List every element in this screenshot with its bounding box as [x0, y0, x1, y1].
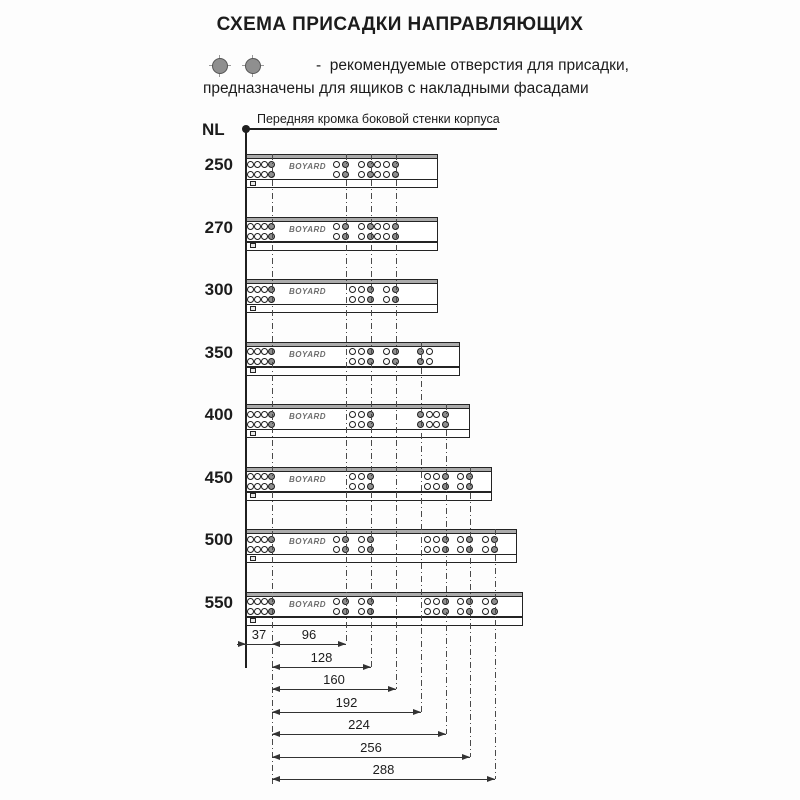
hole	[358, 286, 365, 293]
rail-divider	[247, 554, 516, 556]
drill-hole-icon	[242, 55, 264, 77]
rail-400	[246, 404, 470, 438]
hole	[247, 296, 254, 303]
hole	[261, 536, 268, 543]
hole	[383, 233, 390, 240]
hole	[254, 473, 261, 480]
hole	[358, 358, 365, 365]
rail-front-tab	[250, 493, 256, 498]
dimension-label: 96	[301, 627, 317, 642]
row-label-300: 300	[204, 280, 233, 299]
hole	[482, 536, 489, 543]
rail-top-edge	[247, 405, 469, 409]
row-label-450: 450	[204, 467, 233, 487]
hole	[247, 598, 254, 605]
system-line-224	[446, 404, 447, 734]
hole	[247, 546, 254, 553]
hole	[254, 161, 261, 168]
row-label-500: 500	[204, 530, 233, 549]
system-line-128	[371, 154, 372, 667]
dim-arrow-left-icon	[272, 686, 280, 692]
hole	[433, 546, 440, 553]
hole	[254, 536, 261, 543]
page-title: СХЕМА ПРИСАДКИ НАПРАВЛЯЮЩИХ	[216, 14, 584, 35]
dim-arrow-left-icon	[272, 709, 280, 715]
dim-arrow-right-icon	[487, 776, 495, 782]
hole	[349, 286, 356, 293]
hole	[247, 233, 254, 240]
hole	[482, 546, 489, 553]
rail-300	[246, 279, 438, 313]
hole	[433, 598, 440, 605]
hole	[247, 348, 254, 355]
hole	[261, 411, 268, 418]
hole	[457, 598, 464, 605]
rail-top-edge	[247, 593, 522, 597]
hole	[254, 598, 261, 605]
hole	[358, 483, 365, 490]
hole	[358, 421, 365, 428]
dimension-label: 288	[372, 762, 395, 777]
dimension-line	[272, 644, 346, 645]
recommended-hole-circle	[212, 58, 228, 74]
hole	[349, 483, 356, 490]
brand-logo: BOYARD	[289, 412, 327, 421]
rail-front-tab	[250, 431, 256, 436]
hole	[333, 598, 340, 605]
hole	[247, 473, 254, 480]
hole	[247, 421, 254, 428]
dimension-line	[272, 734, 446, 735]
hole	[333, 546, 340, 553]
rail-550	[246, 592, 523, 626]
rail-250	[246, 154, 438, 188]
hole	[457, 536, 464, 543]
dim-arrow-left-icon	[272, 754, 280, 760]
legend-text-line1: рекомендуемые отверстия для присадки,	[329, 57, 629, 74]
hole	[261, 161, 268, 168]
hole	[426, 411, 433, 418]
hole	[349, 473, 356, 480]
hole	[374, 171, 381, 178]
hole	[482, 608, 489, 615]
rail-front-tab	[250, 181, 256, 186]
hole	[457, 608, 464, 615]
hole	[424, 608, 431, 615]
rail-divider	[247, 179, 437, 181]
hole	[433, 421, 440, 428]
hole	[254, 546, 261, 553]
hole	[433, 608, 440, 615]
hole	[261, 473, 268, 480]
legend-text-line2: предназначены для ящиков с накладными фасадами	[203, 80, 589, 97]
hole	[247, 536, 254, 543]
dimension-label: 256	[360, 740, 382, 755]
rail-350	[246, 342, 460, 376]
rail-front-tab	[250, 243, 256, 248]
hole	[333, 171, 340, 178]
rail-500	[246, 529, 517, 563]
hole	[358, 411, 365, 418]
dimension-line	[272, 757, 470, 758]
hole	[333, 233, 340, 240]
hole	[261, 546, 268, 553]
hole	[358, 223, 365, 230]
hole	[261, 348, 268, 355]
dim-arrow-left-icon	[272, 641, 280, 647]
hole	[358, 608, 365, 615]
hole	[383, 161, 390, 168]
legend-line1	[316, 57, 629, 75]
hole	[424, 598, 431, 605]
hole	[349, 296, 356, 303]
hole	[358, 473, 365, 480]
dimension-label: 192	[335, 695, 358, 710]
hole	[424, 483, 431, 490]
brand-logo: BOYARD	[289, 162, 327, 171]
hole	[261, 223, 268, 230]
hole	[261, 233, 268, 240]
hole	[358, 348, 365, 355]
front-edge-line	[246, 128, 497, 130]
hole	[333, 223, 340, 230]
legend-dash: -	[316, 57, 322, 74]
brand-logo: BOYARD	[289, 349, 327, 359]
dim-arrow-right-icon	[438, 731, 446, 737]
hole	[374, 233, 381, 240]
front-edge-label: Передняя кромка боковой стенки корпуса	[257, 112, 500, 126]
system-line-192	[421, 342, 422, 713]
brand-logo: BOYARD	[289, 224, 327, 234]
rail-front-tab	[250, 618, 256, 623]
dimension-label: 224	[348, 717, 370, 732]
recommended-hole-circle	[245, 58, 261, 74]
dim-arrow-right-icon	[338, 641, 346, 647]
hole	[254, 233, 261, 240]
hole	[261, 421, 268, 428]
hole	[254, 223, 261, 230]
system-line-96	[346, 154, 347, 644]
hole	[247, 171, 254, 178]
hole	[383, 296, 390, 303]
hole	[457, 473, 464, 480]
rail-divider	[247, 429, 469, 431]
hole	[457, 483, 464, 490]
hole	[261, 598, 268, 605]
hole	[247, 161, 254, 168]
rail-270	[246, 217, 438, 251]
hole	[333, 536, 340, 543]
hole	[254, 421, 261, 428]
dim-arrow-right-icon	[413, 709, 421, 715]
rail-divider	[247, 241, 437, 243]
dimension-label: 37	[251, 627, 267, 642]
front-edge-vertical-line	[245, 129, 247, 668]
hole	[333, 161, 340, 168]
hole	[383, 286, 390, 293]
hole	[374, 161, 381, 168]
brand-logo: BOYARD	[289, 537, 327, 546]
rail-divider	[247, 304, 437, 306]
hole	[349, 348, 356, 355]
rail-top-edge	[247, 218, 437, 222]
hole	[433, 411, 440, 418]
dim-arrow-right-icon	[462, 754, 470, 760]
hole	[261, 483, 268, 490]
row-label-270: 270	[204, 217, 233, 237]
hole	[433, 483, 440, 490]
hole	[374, 223, 381, 230]
dim-arrow-right-icon	[363, 664, 371, 670]
hole	[261, 608, 268, 615]
hole	[247, 483, 254, 490]
hole	[358, 161, 365, 168]
hole	[358, 233, 365, 240]
dimension-line	[272, 779, 495, 780]
rail-divider	[247, 616, 522, 618]
dim-arrow-right-icon	[388, 686, 396, 692]
brand-logo: BOYARD	[289, 287, 327, 296]
dim-arrow-left-icon	[272, 731, 280, 737]
hole	[261, 171, 268, 178]
row-label-550: 550	[204, 592, 233, 612]
dimension-label: 128	[310, 650, 333, 665]
hole	[254, 171, 261, 178]
hole	[247, 223, 254, 230]
hole	[261, 358, 268, 365]
hole	[254, 608, 261, 615]
row-label-350: 350	[204, 342, 233, 362]
dimension-line	[272, 689, 396, 690]
hole	[254, 286, 261, 293]
hole	[358, 296, 365, 303]
rail-top-edge	[247, 280, 437, 284]
brand-logo: BOYARD	[289, 474, 327, 484]
hole	[424, 546, 431, 553]
dimension-line	[272, 712, 421, 713]
row-label-250: 250	[204, 155, 233, 174]
hole	[333, 608, 340, 615]
hole	[358, 598, 365, 605]
system-line-160	[396, 154, 397, 689]
hole	[254, 296, 261, 303]
hole	[383, 223, 390, 230]
dim-arrow-left-icon	[272, 776, 280, 782]
rail-divider	[247, 491, 491, 493]
hole	[358, 171, 365, 178]
dimension-label: 160	[323, 672, 345, 687]
hole	[261, 286, 268, 293]
hole	[383, 171, 390, 178]
rail-top-edge	[247, 343, 459, 347]
nl-label: NL	[202, 120, 225, 139]
system-line-256	[470, 467, 471, 758]
hole	[426, 348, 433, 355]
rail-front-tab	[250, 556, 256, 561]
row-label-400: 400	[204, 405, 233, 424]
rail-top-edge	[247, 155, 437, 159]
hole	[358, 536, 365, 543]
hole	[261, 296, 268, 303]
rail-450	[246, 467, 492, 501]
hole	[426, 421, 433, 428]
rail-front-tab	[250, 368, 256, 373]
dimension-line	[272, 667, 371, 668]
rail-front-tab	[250, 306, 256, 311]
hole	[383, 358, 390, 365]
hole	[433, 473, 440, 480]
hole	[247, 608, 254, 615]
hole	[433, 536, 440, 543]
hole	[254, 483, 261, 490]
hole	[349, 421, 356, 428]
brand-logo: BOYARD	[289, 599, 327, 609]
hole	[254, 348, 261, 355]
drill-hole-icon	[209, 55, 231, 77]
hole	[358, 546, 365, 553]
hole	[247, 411, 254, 418]
hole	[254, 358, 261, 365]
hole	[424, 473, 431, 480]
hole	[247, 286, 254, 293]
hole	[426, 358, 433, 365]
hole	[349, 411, 356, 418]
hole	[457, 546, 464, 553]
hole	[482, 598, 489, 605]
rail-top-edge	[247, 468, 491, 472]
hole	[254, 411, 261, 418]
rail-divider	[247, 366, 459, 368]
hole	[383, 348, 390, 355]
rail-top-edge	[247, 530, 516, 534]
hole	[247, 358, 254, 365]
hole	[349, 358, 356, 365]
hole	[424, 536, 431, 543]
dim-arrow-left-icon	[272, 664, 280, 670]
system-line-288	[495, 529, 496, 779]
